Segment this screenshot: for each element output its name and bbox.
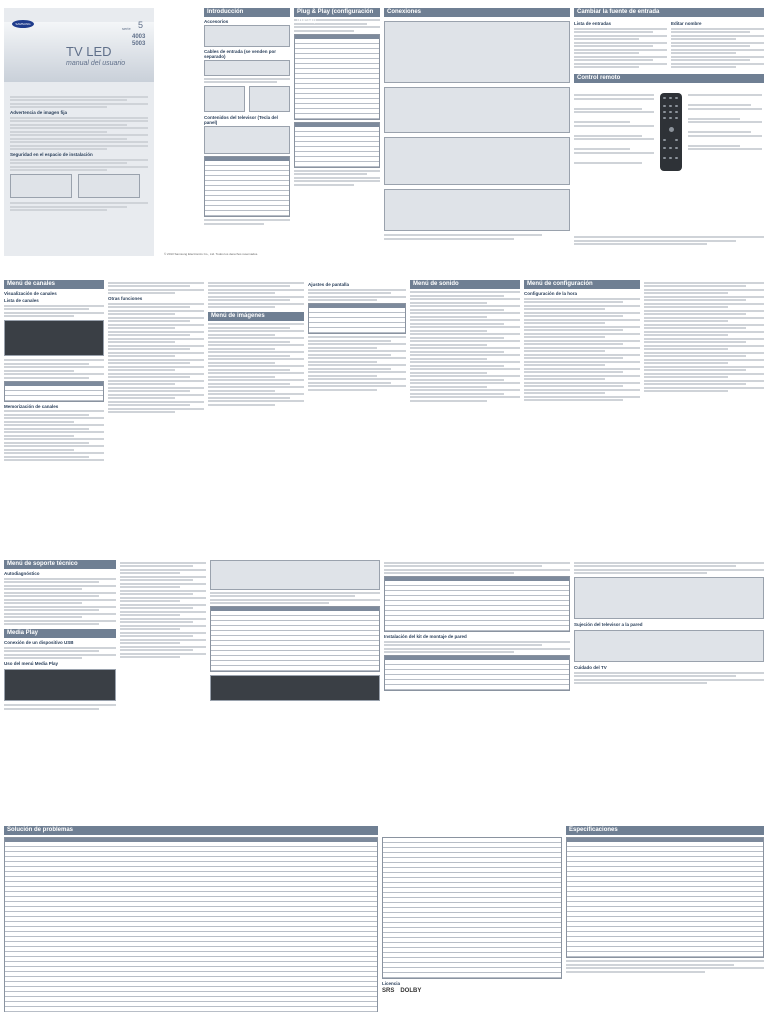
cables-image: [204, 60, 290, 76]
page-2: [4, 280, 764, 516]
connection-diagram: [384, 137, 570, 185]
troubleshooting-table: [4, 837, 378, 1012]
manual-subtitle: manual del usuario: [66, 60, 126, 67]
section-heading: Otras funciones: [108, 296, 143, 301]
sound-menu-column: [410, 280, 520, 516]
plug-play-table: [294, 122, 380, 168]
media-play-photos-column: [210, 560, 380, 820]
picture-size-table: [308, 303, 406, 334]
section-header: Menú de configuración: [524, 280, 640, 289]
section-heading: Conexión de un dispositivo USB: [4, 640, 74, 645]
samsung-logo: SAMSUNG: [12, 20, 34, 28]
section-header: Conexiones: [384, 8, 570, 17]
setup-menu-column: [524, 280, 640, 516]
accessories-image: [204, 25, 290, 47]
channel-list-screen: [4, 320, 104, 356]
troubleshooting-column: [4, 826, 378, 1012]
installation-diagram: [78, 174, 140, 198]
specifications-table: [566, 837, 764, 958]
section-header: Especificaciones: [566, 826, 764, 835]
dolby-logo: DOLBY: [400, 988, 422, 994]
section-heading: Seguridad en el espacio de instalación: [10, 152, 93, 157]
plug-play-table: [294, 34, 380, 120]
section-heading: Visualización de canales: [4, 291, 57, 296]
panel-key-table: [204, 156, 290, 217]
model-number: 4003: [132, 34, 146, 40]
section-heading: Editar nombre: [671, 21, 702, 26]
page-1: [4, 8, 764, 258]
connection-diagram: [384, 189, 570, 231]
section-heading: Configuración de la hora: [524, 291, 578, 296]
section-heading: Ajustes de pantalla: [308, 282, 350, 287]
model-number: 5003: [132, 41, 146, 47]
copyright-text: © 2013 Samsung Electronics Co., Ltd. Todos los derechos reservados.: [164, 252, 259, 256]
connections-column: [384, 8, 570, 258]
section-heading: Uso del menú Media Play: [4, 661, 59, 666]
connection-diagram: [384, 87, 570, 133]
section-heading: Contenidos del televisor (Tecla del panel): [204, 115, 278, 125]
series-number: 5: [138, 20, 144, 30]
section-heading: Sujeción del televisor a la pared: [574, 622, 643, 627]
plug-play-column: [294, 8, 380, 258]
wall-mount-column: [574, 560, 764, 820]
section-heading: Cables de entrada (se venden por separado): [204, 49, 277, 59]
model-list: [132, 34, 145, 48]
section-heading: Instalación del kit de montaje de pared: [384, 634, 467, 639]
section-heading: Memorización de canales: [4, 403, 59, 409]
section-header: Control remoto: [574, 74, 764, 83]
section-header: Menú de canales: [4, 280, 104, 289]
picture-menu-column: [208, 280, 304, 516]
channel-menu-column: [4, 280, 104, 516]
troubleshooting-table: [382, 837, 562, 979]
section-heading: Accesorios: [204, 19, 229, 24]
intro-column: [204, 8, 290, 258]
section-header: Plug & Play (configuración inicial): [294, 8, 380, 17]
installation-diagram: [10, 174, 72, 198]
manual-cover: [4, 8, 154, 256]
channel-icons-table: [4, 381, 104, 402]
wall-mount-table: [384, 655, 570, 691]
section-header: Solución de problemas: [4, 826, 378, 835]
section-header: Introducción: [204, 8, 290, 17]
section-heading: Autodiagnóstico: [4, 571, 40, 576]
channel-menu-column-2: [108, 280, 204, 516]
series-label: serie: [122, 26, 131, 31]
cover-notice: [10, 94, 148, 213]
section-header: Media Play: [4, 629, 116, 638]
remote-control-image: [660, 93, 682, 171]
section-heading: Licencia: [382, 981, 401, 986]
section-header: Menú de sonido: [410, 280, 520, 289]
troubleshooting-column-2: [382, 826, 562, 1012]
support-column: [4, 560, 116, 820]
section-heading: Cuidado del TV: [574, 665, 607, 670]
section-heading: Lista de canales: [4, 298, 39, 303]
tv-stand-image: [204, 86, 245, 112]
product-title: TV LED: [66, 44, 112, 59]
tv-stand-image: [249, 86, 290, 112]
setup-menu-column-2: [644, 280, 764, 516]
media-play-screen: [4, 669, 116, 701]
wall-mount-diagram: [574, 630, 764, 662]
specifications-column: [566, 826, 764, 1012]
connection-diagram: [384, 21, 570, 83]
panel-key-image: [204, 126, 290, 154]
input-source-column: [574, 8, 764, 258]
section-header: Cambiar la fuente de entrada: [574, 8, 764, 17]
wall-mount-diagram: [574, 577, 764, 619]
photo-screen: [210, 560, 380, 590]
page-3: [4, 560, 764, 1016]
music-screen: [210, 675, 380, 701]
picture-menu-column-2: [308, 280, 406, 516]
remote-labels-left: [574, 93, 654, 166]
remote-labels-right: [688, 93, 762, 152]
section-header: Menú de imágenes: [208, 312, 304, 321]
format-table: [384, 576, 570, 632]
section-heading: Lista de entradas: [574, 21, 612, 26]
supported-format-table: [210, 606, 380, 672]
section-heading: Advertencia de imagen fija: [10, 110, 68, 115]
media-play-column: [120, 560, 206, 820]
srs-logo: SRS: [382, 988, 395, 994]
subtitles-column: [384, 560, 570, 820]
section-header: Menú de soporte técnico: [4, 560, 116, 569]
